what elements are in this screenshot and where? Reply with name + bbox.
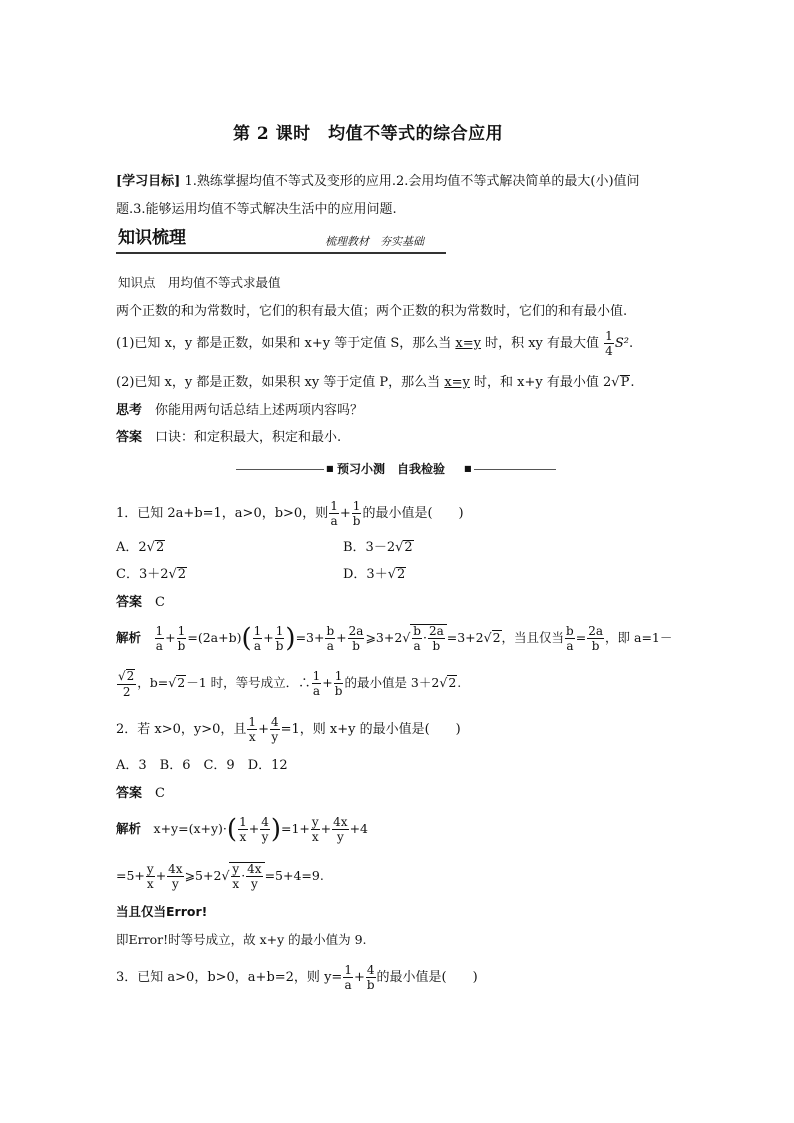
section-heading: 知识梳理 — [118, 228, 186, 248]
question-2-solution-line-2: =5+ $\frac{y}{x}$ + $\frac{4x}{y}$ ⩾5+2√ $\frac{y}{x}$ · $\frac{4x}{y}$ =5+4=9. — [116, 862, 324, 891]
question-1-answer: 答案 C — [116, 595, 165, 610]
preview-rule-left — [236, 469, 324, 470]
knowledge-intro: 两个正数的和为常数时，它们的积有最大值；两个正数的积为常数时，它们的和有最小值. — [116, 304, 628, 319]
condition-blank: x=y — [444, 375, 470, 390]
knowledge-item-2: (2)已知 x，y 都是正数，如果积 xy 等于定值 P，那么当 x=y 时，和 x+y 有最小值 2√P. — [116, 375, 635, 390]
objectives-text-1: 1.熟练掌握均值不等式及变形的应用.2.会用均值不等式解决简单的最大(小)值问 — [184, 174, 640, 189]
objectives-line-1 — [116, 175, 640, 188]
question-1-option-d: D．3＋√2 — [343, 567, 406, 582]
objectives-tag: [学习目标] — [116, 174, 181, 189]
section-subheading: 梳理教材 夯实基础 — [325, 235, 424, 248]
question-1-option-b: B．3－2√2 — [343, 540, 413, 555]
question-2-options: A．3 B．6 C．9 D．12 — [116, 758, 288, 773]
question-2-stem: 2．若 x>0，y>0，且 $\frac{1}{x}$ + $\frac{4}{y}$ =1，则 x+y 的最小值是( ) — [116, 715, 461, 744]
sqrt: P — [620, 375, 630, 390]
think-answer-line: 答案 口诀：和定积最大，积定和最小. — [116, 430, 342, 445]
question-1-stem: 1．已知 2a+b=1，a>0，b>0，则 $\frac{1}{a}$ + $\frac{1}{b}$ 的最小值是( ) — [116, 499, 464, 528]
answer-label: 答案 — [116, 430, 143, 445]
question-1-solution-line-1: 解析 $\frac{1}{a}$ + $\frac{1}{b}$ =(2a+b)( $\frac{1}{a}$ + $\frac{1}{b}$ )=3+ $\frac{b}{a}$ + $\frac{2a}{b}$ ⩾3+2√ $\frac{b}{a}$ · $\frac{2a}{b}$ =3+2√2，当且仅当 $\frac{b}{a}$ = $\frac{2a}{b}$ ，即 a=1－ — [116, 623, 673, 654]
think-label: 思考 — [116, 403, 143, 418]
fraction: $\frac{1}{4}$ — [605, 329, 613, 358]
condition-blank: x=y — [455, 336, 481, 351]
knowledge-item-1: (1)已知 x，y 都是正数，如果和 x+y 等于定值 S，那么当 x=y 时，积 xy 有最大值 $\frac{1}{4}$ S². — [116, 329, 634, 358]
question-1-option-a: A．2√2 — [116, 540, 165, 555]
knowledge-point-title: 知识点 用均值不等式求最值 — [118, 275, 281, 290]
question-1-solution-line-2: $\frac{√2}{2}$ ，b=√2－1 时，等号成立．∴ $\frac{1}{a}$ + $\frac{1}{b}$ 的最小值是 3＋2√2. — [118, 668, 462, 699]
question-2-solution-line-1: 解析 x+y=(x+y)·( $\frac{1}{x}$ + $\frac{4}{y}$ )=1+ $\frac{y}{x}$ + $\frac{4x}{y}$ +4 — [116, 814, 368, 845]
preview-dot-left: ■ — [326, 464, 334, 473]
question-2-conclusion: 即Error!时等号成立，故 x+y 的最小值为 9. — [116, 932, 367, 947]
preview-heading: 预习小测 自我检验 — [337, 462, 446, 476]
objectives-line-2: 题.3.能够运用均值不等式解决生活中的应用问题. — [116, 202, 397, 217]
section-underline — [116, 252, 446, 254]
preview-rule-right — [474, 469, 556, 470]
question-3-stem: 3．已知 a>0，b>0，a+b=2，则 y= $\frac{1}{a}$ + $\frac{4}{b}$ 的最小值是( ) — [116, 963, 478, 992]
preview-dot-right: ■ — [464, 464, 472, 473]
think-line: 思考 你能用两句话总结上述两项内容吗？ — [116, 403, 364, 418]
question-1-option-c: C．3＋2√2 — [116, 567, 187, 582]
page-title: 第 2 课时 均值不等式的综合应用 — [233, 124, 504, 144]
question-2-condition: 当且仅当Error! — [116, 904, 208, 919]
question-2-answer: 答案 C — [116, 786, 165, 801]
